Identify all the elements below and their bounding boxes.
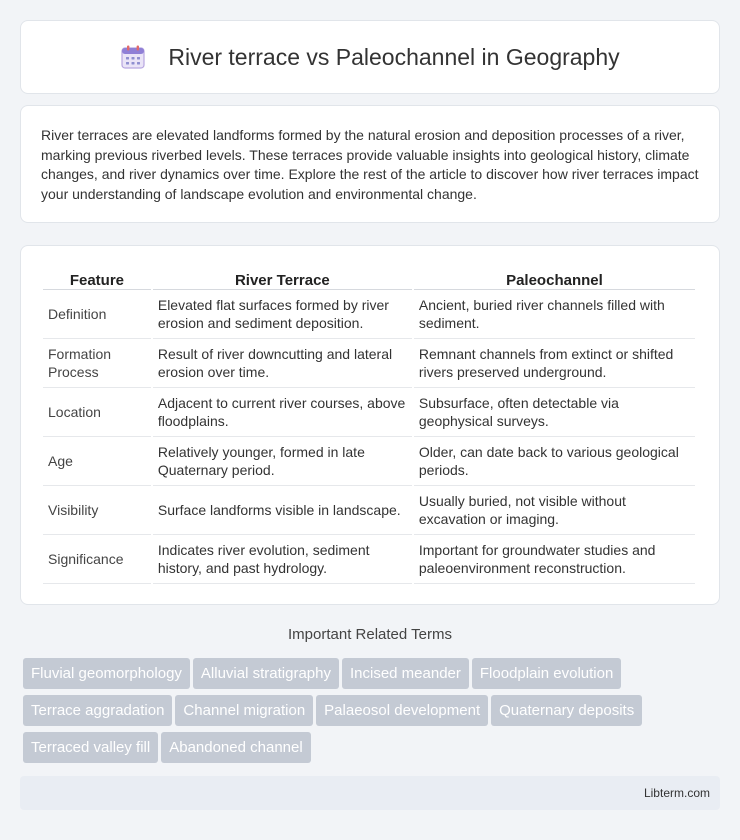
- feature-cell: Visibility: [43, 486, 151, 535]
- table-row: [43, 290, 695, 339]
- term-tag[interactable]: Terrace aggradation: [23, 695, 172, 726]
- title-card: [20, 20, 720, 94]
- related-terms-title: Important Related Terms: [288, 626, 452, 643]
- comparison-card: [20, 245, 720, 605]
- paleochannel-cell: Important for groundwater studies and paleoenvironment reconstruction.: [414, 535, 695, 584]
- footer: [20, 776, 720, 810]
- term-tag[interactable]: Terraced valley fill: [23, 732, 158, 763]
- paleochannel-cell: Usually buried, not visible without excavation or imaging.: [414, 486, 695, 535]
- paleochannel-cell: Remnant channels from extinct or shifted rivers preserved underground.: [414, 339, 695, 388]
- comparison-table: [41, 268, 697, 584]
- intro-card: [20, 105, 720, 223]
- river-terrace-cell: Indicates river evolution, sediment history, and past hydrology.: [153, 535, 412, 584]
- related-terms-list: [23, 658, 723, 769]
- river-terrace-cell: Adjacent to current river courses, above floodplains.: [153, 388, 412, 437]
- table-header-row: [43, 268, 695, 290]
- calendar-icon: [120, 44, 146, 70]
- table-row: [43, 339, 695, 388]
- paleochannel-cell: Subsurface, often detectable via geophysical surveys.: [414, 388, 695, 437]
- feature-cell: Formation Process: [43, 339, 151, 388]
- term-tag[interactable]: Palaeosol development: [316, 695, 488, 726]
- term-tag[interactable]: Incised meander: [342, 658, 469, 689]
- feature-cell: Definition: [43, 290, 151, 339]
- term-tag[interactable]: Abandoned channel: [161, 732, 310, 763]
- feature-cell: Age: [43, 437, 151, 486]
- footer-site-link[interactable]: Libterm.com: [643, 786, 710, 800]
- table-row: [43, 486, 695, 535]
- header-river-terrace: River Terrace: [153, 268, 412, 290]
- header-feature: Feature: [43, 268, 151, 290]
- intro-text: River terraces are elevated landforms formed by the natural erosion and deposition processes of a river, marking previous riverbed levels. These terraces provide valuable insights into geological history, climate changes, and river dynamics over time. Explore the rest of the article to discover how river terraces impact your understanding of landscape evolution and environmental change.: [41, 127, 699, 202]
- river-terrace-cell: Relatively younger, formed in late Quaternary period.: [153, 437, 412, 486]
- table-row: [43, 388, 695, 437]
- paleochannel-cell: Older, can date back to various geological periods.: [414, 437, 695, 486]
- river-terrace-cell: Elevated flat surfaces formed by river erosion and sediment deposition.: [153, 290, 412, 339]
- page-title: River terrace vs Paleochannel in Geography: [168, 43, 620, 70]
- term-tag[interactable]: Fluvial geomorphology: [23, 658, 190, 689]
- term-tag[interactable]: Channel migration: [175, 695, 313, 726]
- table-row: [43, 437, 695, 486]
- term-tag[interactable]: Alluvial stratigraphy: [193, 658, 339, 689]
- term-tag[interactable]: Floodplain evolution: [472, 658, 621, 689]
- term-tag[interactable]: Quaternary deposits: [491, 695, 642, 726]
- header-paleochannel: Paleochannel: [414, 268, 695, 290]
- table-row: [43, 535, 695, 584]
- feature-cell: Location: [43, 388, 151, 437]
- paleochannel-cell: Ancient, buried river channels filled with sediment.: [414, 290, 695, 339]
- river-terrace-cell: Result of river downcutting and lateral erosion over time.: [153, 339, 412, 388]
- river-terrace-cell: Surface landforms visible in landscape.: [153, 486, 412, 535]
- feature-cell: Significance: [43, 535, 151, 584]
